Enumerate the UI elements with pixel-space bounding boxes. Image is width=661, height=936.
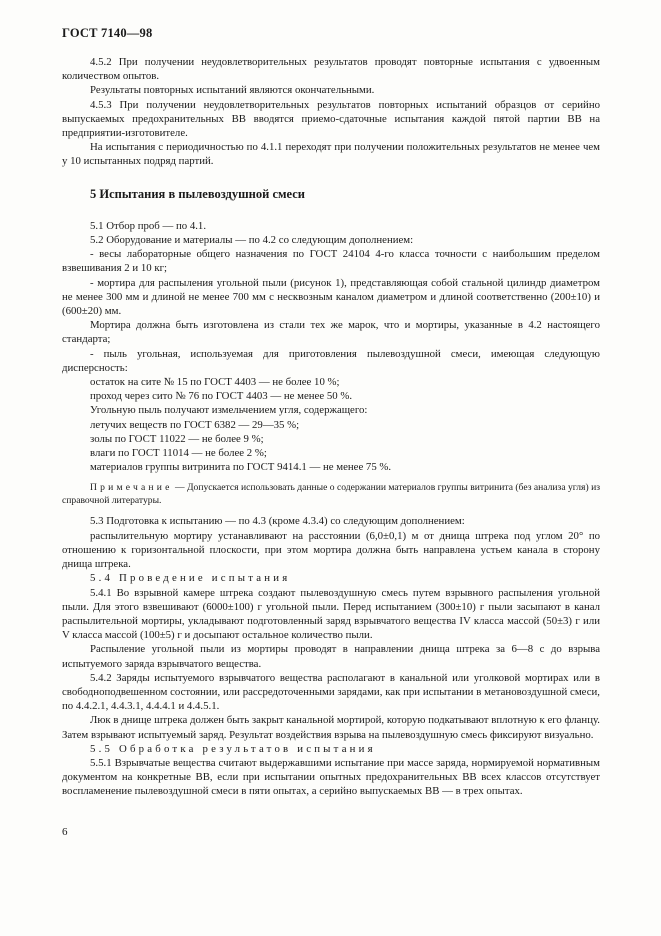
spacer (62, 474, 600, 481)
paragraph-5-3-mortar-position: распылительную мортиру устанавливают на расстоянии (6,0±0,1) м от днища штрека под углом 20° по отношению к горизонтальной плоскости, при этом мортира должна быть направлена устьем канала в сторону днища штрека. (62, 529, 600, 571)
dispersion-item-2: проход через сито № 76 по ГОСТ 4403 — не менее 50 %. (90, 390, 353, 403)
dispersion-item-1: остаток на сите № 15 по ГОСТ 4403 — не более 10 %; (90, 376, 340, 389)
document-body (62, 55, 600, 799)
spacer (62, 169, 600, 187)
paragraph-4-5-2-final: Результаты повторных испытаний являются окончательными. (90, 84, 375, 97)
note (62, 481, 600, 507)
composition-item-volatiles: летучих веществ по ГОСТ 6382 — 29—35 %; (90, 418, 300, 431)
list-item-mortar: - мортира для распыления угольной пыли (рисунок 1), представляющая собой стальной цилиндр диаметром не менее 300 мм и длиной не менее 700 мм с несквозным каналом диаметром и длиной соответственно (200±10) и (600±20) мм. (62, 276, 600, 318)
note-label: Примечание (90, 482, 173, 494)
paragraph-5-4-2: 5.4.2 Заряды испытуемого взрывчатого вещества располагают в канальной или уголковой мортирах или в свободноподвешенном состоянии, или рассредоточенными зарядами, как при испытании в метановоздушной смеси, по 4.4.2.1, 4.4.3.1, 4.4.4.1 и 4.4.5.1. (62, 671, 600, 713)
paragraph-5-4-1: 5.4.1 Во взрывной камере штрека создают пылевоздушную смесь путем взрывного распыления угольной пыли. Для этого взвешивают (6000±100) г угольной пыли. Перед испытанием (300±10) г пыли засыпают в канал распылительной мортиры, укладывают подготовленный заряд взрывчатого вещества IV класса массой (50±3) г или V класса массой (100±5) г и досыпают остальное количество пыли. (62, 586, 600, 642)
composition-item-vitrinite: материалов группы витринита по ГОСТ 9414.1 — не менее 75 %. (90, 461, 392, 474)
paragraph-5-4-1-spraying: Распыление угольной пыли из мортиры проводят в направлении днища штрека за 6—8 с до взрыва испытуемого заряда взрывчатого вещества. (62, 643, 600, 670)
coal-composition-intro: Угольную пыль получают измельчением угля, содержащего: (90, 404, 368, 417)
paragraph-5-4-title: 5.4 Проведение испытания (90, 572, 291, 585)
spacer (62, 507, 600, 514)
paragraph-mortar-material: Мортира должна быть изготовлена из стали тех же марок, что и мортиры, указанные в 4.2 настоящего стандарта; (62, 319, 600, 346)
document-header: ГОСТ 7140—98 (62, 26, 153, 40)
section-5-title: 5 Испытания в пылевоздушной смеси (90, 186, 305, 201)
paragraph-4-5-3: 4.5.3 При получении неудовлетворительных результатов повторных испытаний образцов от серийно выпускаемых предохранительных ВВ вводятся приемо-сдаточные испытания каждой пятой партии ВВ на предприятии-изготовителе. (62, 98, 600, 140)
paragraph-5-5-title: 5.5 Обработка результатов испытания (90, 742, 376, 755)
paragraph-4-5-3-periodicity: На испытания с периодичностью по 4.1.1 переходят при получении положительных результатов не менее чем у 10 испытанных подряд партий. (62, 141, 600, 168)
composition-item-moisture: влаги по ГОСТ 11014 — не более 2 %; (90, 447, 267, 460)
paragraph-5-1: 5.1 Отбор проб — по 4.1. (90, 219, 207, 232)
list-item-scales: - весы лабораторные общего назначения по ГОСТ 24104 4-го класса точности с наибольшим пределом взвешивания 2 и 10 кг; (62, 248, 600, 275)
composition-item-ash: золы по ГОСТ 11022 — не более 9 %; (90, 432, 264, 445)
paragraph-5-5-1: 5.5.1 Взрывчатые вещества считают выдержавшими испытание при массе заряда, нормируемой нормативным документом на конкретные ВВ, если при испытании опытных предохранительных ВВ всех классов отсутствует воспламенение пылевоздушной смеси в пяти опытах, а серийно выпускаемых ВВ — в трех опытах. (62, 756, 600, 798)
paragraph-5-4-2-hatch: Люк в днище штрека должен быть закрыт канальной мортирой, которую подкатывают вплотную к его фланцу. Затем взрывают испытуемый заряд. Результат воздействия взрыва на пылевоздушную смесь фиксируют визуально. (62, 714, 600, 741)
paragraph-5-3: 5.3 Подготовка к испытанию — по 4.3 (кроме 4.3.4) со следующим дополнением: (90, 515, 465, 528)
spacer (62, 201, 600, 219)
paragraph-4-5-2: 4.5.2 При получении неудовлетворительных результатов проводят повторные испытания с удвоенным количеством опытов. (62, 56, 600, 83)
page-number: 6 (62, 826, 68, 838)
list-item-coal-dust: - пыль угольная, используемая для приготовления пылевоздушной смеси, имеющая следующую дисперсность: (62, 347, 600, 374)
note-text: — Допускается использовать данные о содержании материалов группы витринита (без анализа угля) из справочной литературы. (62, 482, 600, 507)
paragraph-5-2: 5.2 Оборудование и материалы — по 4.2 со следующим дополнением: (90, 234, 414, 247)
